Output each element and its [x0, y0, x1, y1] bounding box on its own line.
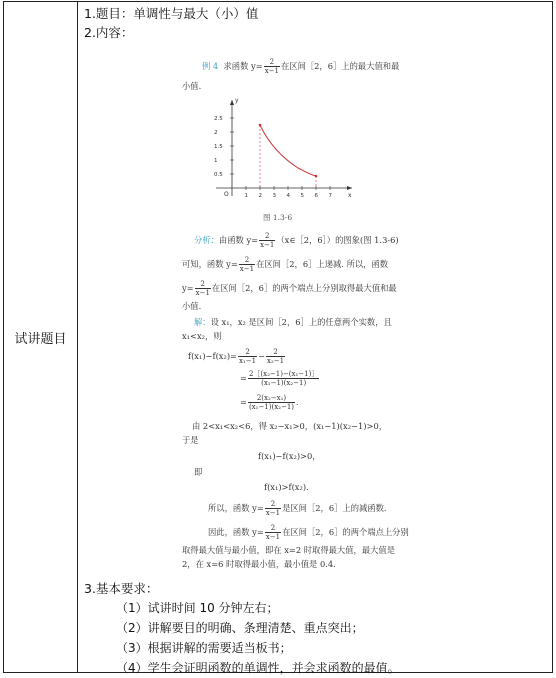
requirement-item-2: （2）讲解要目的明确、条理清楚、重点突出；: [116, 621, 364, 635]
textbook-excerpt: [182, 46, 516, 569]
equation-1: f(x₁)−f(x₂)= $\frac{2}{\text{x₁−1}}$ − $\frac{2}{\text{x₂−1}}$: [188, 348, 285, 365]
content-heading: 2.内容：: [84, 25, 134, 40]
condition-line: 由 2<x₁<x₂<6，得 x₂−x₁>0，(x₁−1)(x₂−1)>0，: [192, 421, 388, 431]
analysis-l3-post: 在区间［2，6］的两个端点上分别取得最大值和最: [211, 283, 397, 293]
analysis-l1-post: （x∈［2，6］）的图象(图 1.3-6): [276, 235, 399, 245]
analysis-l2-pre: 可知，函数: [182, 259, 224, 269]
analysis-fraction-3: $\frac{2}{x-1}$: [195, 280, 210, 297]
conclusion-line-3: 取得最大值与最小值，即在 x=2 时取得最大值，最大值是: [182, 545, 396, 555]
x-tick-label: 3: [272, 193, 276, 199]
example-prompt-pre: 求函数: [223, 61, 249, 71]
analysis-line-4: 小值.: [182, 301, 202, 311]
row-label: 试讲题目: [14, 331, 67, 347]
example-prompt-line2: 小值.: [182, 81, 202, 91]
analysis-l2-func-lhs: y=: [226, 259, 238, 269]
example-tag: 例 4: [202, 61, 219, 71]
equation-2: = $\frac{\text{2［(x₂−1)−(x₁−1)］}}{\text{(x₁−1)(x₂−1)}}$: [240, 370, 319, 387]
conclusion-line-4: 2，在 x=6 时取得最小值，最小值是 0.4.: [182, 559, 336, 569]
max-point: [259, 124, 262, 127]
analysis-line-1: [194, 232, 399, 249]
inequality-1: f(x₁)−f(x₂)>0，: [258, 451, 321, 461]
y-axis-arrow: [230, 100, 234, 105]
function-graph: [206, 96, 356, 202]
analysis-line-3: [182, 280, 397, 297]
example-prompt-post: 在区间［2，6］上的最大值和最: [280, 61, 400, 71]
example-fraction: $\frac{2}{x-1}$: [264, 58, 279, 75]
so-line: 于是: [182, 435, 199, 445]
x-tick-label: 6: [314, 193, 318, 199]
x-tick-label: 4: [286, 193, 290, 199]
example-func-lhs: y=: [251, 61, 263, 71]
analysis-line-2: [182, 256, 388, 273]
solution-tag: 解：: [194, 317, 211, 327]
y-tick-label: 0.5: [214, 172, 223, 178]
figure-caption: 图 1.3-6: [263, 213, 293, 222]
y-tick-label: 2: [214, 130, 218, 136]
row-label-cell: [4, 2, 78, 673]
solution-line-2: x₁<x₂，则: [182, 331, 222, 341]
y-tick-label: 2.5: [214, 116, 223, 122]
question-table: [3, 1, 553, 673]
analysis-tag: 分析：: [194, 235, 219, 245]
x-tick-label: 5: [300, 193, 304, 199]
x-tick-label: 1: [244, 193, 248, 199]
analysis-l1-pre: 由函数: [218, 235, 244, 245]
curve-2-over-x-minus-1: [260, 125, 316, 176]
x-tick-label: 7: [328, 193, 332, 199]
content-cell: [78, 2, 553, 673]
requirement-item-4: （4）学生会证明函数的单调性，并会求函数的最值。: [116, 661, 400, 675]
y-tick-label: 1.5: [214, 144, 223, 150]
ji-line: 即: [194, 467, 203, 477]
origin-label: O: [224, 191, 229, 198]
y-axis-label: y: [235, 97, 239, 104]
conclusion-line-2: 因此，函数 y= $\frac{2}{x-1}$ 在区间［2，6］的两个端点上分别: [208, 524, 409, 541]
requirement-item-3: （3）根据讲解的需要适当板书；: [116, 641, 292, 655]
analysis-l3-func-lhs: y=: [182, 283, 194, 293]
analysis-fraction-1: $\frac{2}{x-1}$: [260, 232, 275, 249]
topic-line: 1.题目：单调性与最大（小）值: [84, 6, 259, 21]
requirements-heading: 3.基本要求：: [84, 581, 159, 596]
conclusion-line-1: 所以，函数 y= $\frac{2}{x-1}$ 是区间［2，6］上的减函数.: [208, 500, 387, 517]
analysis-fraction-2: $\frac{2}{x-1}$: [239, 256, 255, 273]
x-axis-label: x: [348, 192, 352, 199]
x-axis-arrow: [347, 186, 352, 190]
min-point: [315, 175, 318, 178]
x-tick-label: 2: [258, 193, 262, 199]
solution-line-1: [194, 316, 392, 328]
solution-l1: 设 x₁，x₂ 是区间［2，6］上的任意两个实数，且: [210, 317, 392, 327]
requirement-item-1: （1）试讲时间 10 分钟左右；: [116, 601, 279, 615]
equation-3: = $\frac{\text{2(x₂−x₁)}}{\text{(x₁−1)(x₂−1)}}$ .: [240, 394, 299, 411]
example-prompt: [202, 58, 399, 75]
analysis-l2-post: 在区间［2，6］上递减. 所以，函数: [256, 259, 389, 269]
y-tick-label: 1: [214, 158, 218, 164]
inequality-2: f(x₁)>f(x₂).: [264, 482, 309, 492]
analysis-func-lhs: y=: [246, 235, 259, 245]
